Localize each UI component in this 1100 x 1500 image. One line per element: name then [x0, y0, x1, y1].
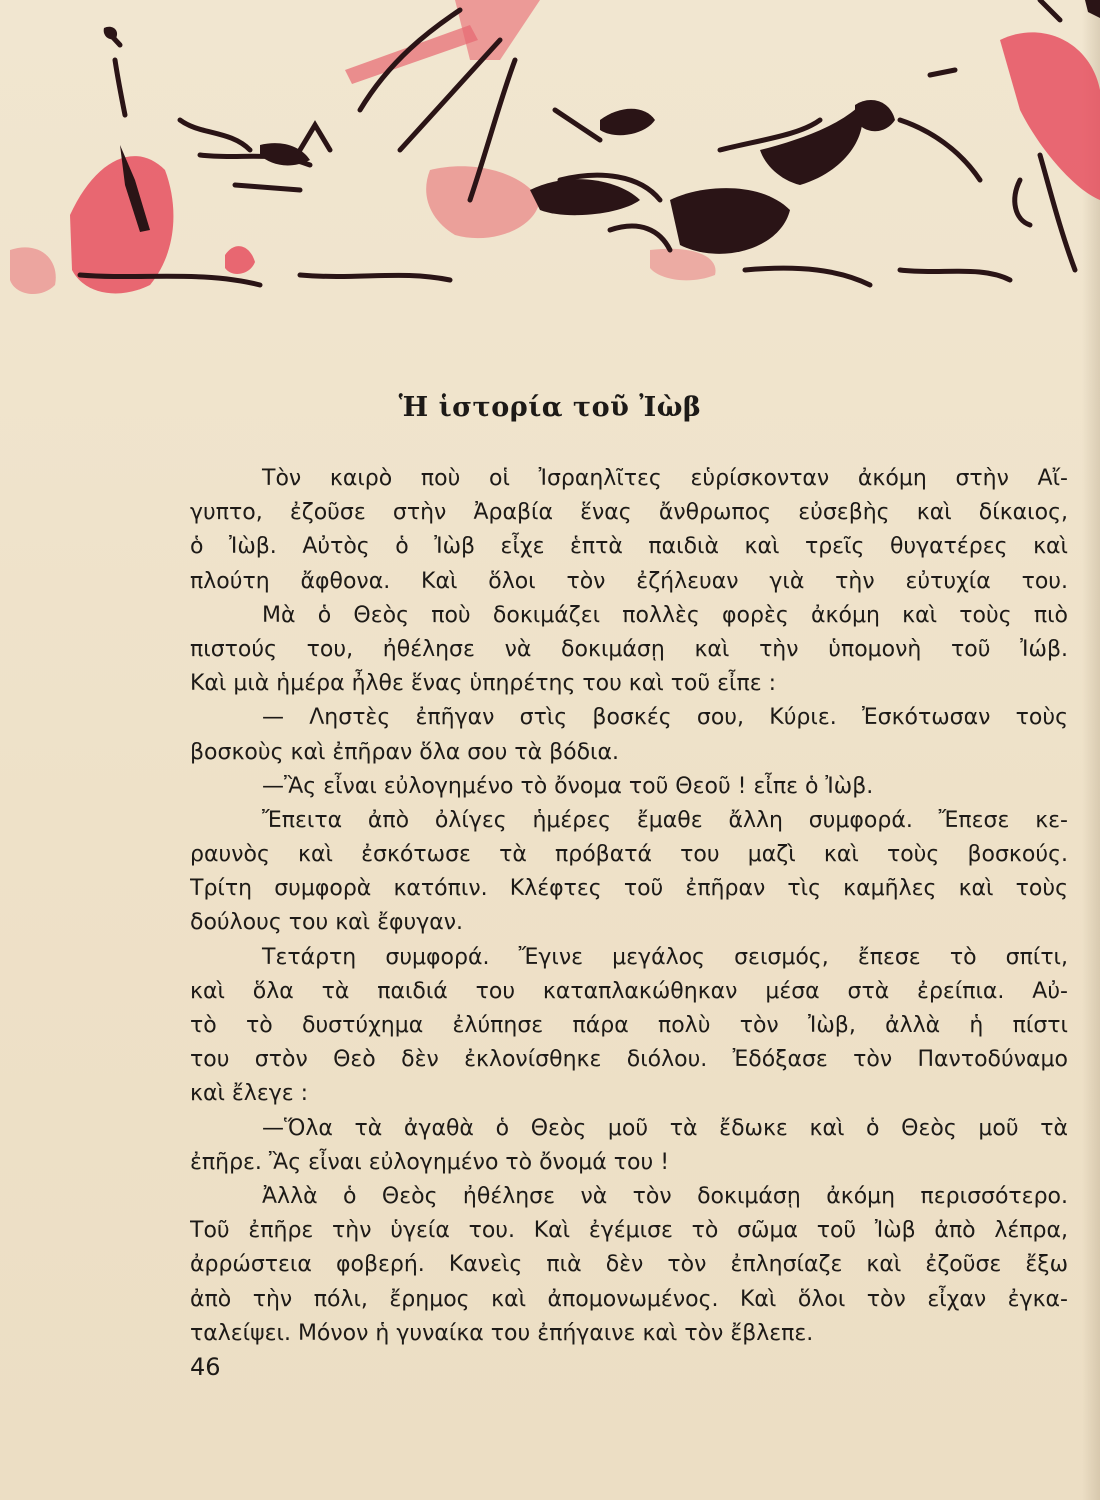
text-line: ἐπῆρε. Ἂς εἶναι εὐλογημένο τὸ ὄνομά του !: [190, 1149, 670, 1175]
text-line: —Ἂς εἶναι εὐλογημένο τὸ ὄνομα τοῦ Θεοῦ ! εἶπε ὁ Ἰὼβ.: [262, 773, 874, 799]
text-line: Καὶ μιὰ ἡμέρα ἦλθε ἕνας ὑπηρέτης του καὶ τοῦ εἶπε :: [190, 671, 776, 697]
text-line: Τετάρτη συμφορά. Ἔγινε μεγάλος σεισμός, ἔπεσε τὸ σπίτι,: [262, 944, 1068, 970]
text-line: ραυνὸς καὶ ἐσκότωσε τὰ πρόβατά του μαζὶ καὶ τοὺς βοσκούς.: [190, 842, 1068, 868]
text-line: ἀπὸ τὴν πόλι, ἔρημος καὶ ἀπομονωμένος. Καὶ ὅλοι τὸν εἶχαν ἐγκα-: [190, 1286, 1068, 1312]
text-line: δούλους του καὶ ἔφυγαν.: [190, 910, 464, 936]
text-line: ὁ Ἰὼβ. Αὐτὸς ὁ Ἰὼβ εἶχε ἑπτὰ παιδιὰ καὶ τρεῖς θυγατέρες καὶ: [190, 534, 1068, 560]
text-line: Ἀλλὰ ὁ Θεὸς ἠθέλησε νὰ τὸν δοκιμάσῃ ἀκόμη περισσότερο.: [262, 1183, 1068, 1209]
text-line: Τοῦ ἐπῆρε τὴν ὑγεία του. Καὶ ἐγέμισε τὸ σῶμα τοῦ Ἰὼβ ἀπὸ λέπρα,: [190, 1218, 1068, 1244]
text-line: τὸ τὸ δυστύχημα ἐλύπησε πάρα πολὺ τὸν Ἰὼβ, ἀλλὰ ἡ πίστι: [190, 1013, 1068, 1038]
text-line: Ἔπειτα ἀπὸ ὀλίγες ἡμέρες ἔμαθε ἄλλη συμφορά. Ἔπεσε κε-: [262, 807, 1068, 833]
text-line: γυπτο, ἐζοῦσε στὴν Ἀραβία ἕνας ἄνθρωπος εὐσεβὴς καὶ δίκαιος,: [190, 500, 1068, 526]
illustration-red-wash: [10, 0, 1100, 294]
story-body: [190, 462, 1068, 1351]
text-line: καὶ ὅλα τὰ παιδιά του καταπλακώθηκαν μέσα στὰ ἐρείπια. Αὐ-: [190, 978, 1068, 1004]
text-line: Τὸν καιρὸ ποὺ οἱ Ἰσραηλῖτες εὑρίσκονταν ἀκόμη στὴν Αἴ-: [262, 466, 1068, 491]
text-line: — Ληστὲς ἐπῆγαν στὶς βοσκές σου, Κύριε. Ἐσκότωσαν τοὺς: [262, 705, 1068, 731]
text-line: Τρίτη συμφορὰ κατόπιν. Κλέφτες τοῦ ἐπῆραν τὶς καμῆλες καὶ τοὺς: [190, 876, 1068, 902]
illustration-ink-fill: [104, 0, 1100, 254]
page-number: 46: [190, 1353, 221, 1381]
text-line: βοσκοὺς καὶ ἐπῆραν ὅλα σου τὰ βόδια.: [190, 739, 619, 765]
text-line: Μὰ ὁ Θεὸς ποὺ δοκιμάζει πολλὲς φορὲς ἀκόμη καὶ τοὺς πιὸ: [262, 602, 1068, 628]
header-illustration: [0, 0, 1100, 330]
text-line: πιστούς του, ἠθέλησε νὰ δοκιμάσῃ καὶ τὴν ὑπομονὴ τοῦ Ἰώβ.: [190, 636, 1068, 662]
text-line: καὶ ἔλεγε :: [190, 1081, 309, 1107]
text-line: ἀρρώστεια φοβερή. Κανεὶς πιὰ δὲν τὸν ἐπλησίαζε καὶ ἐζοῦσε ἔξω: [190, 1252, 1068, 1278]
text-line: του στὸν Θεὸ δὲν ἐκλονίσθηκε διόλου. Ἐδόξασε τὸν Παντοδύναμο: [190, 1047, 1068, 1073]
story-title: Ἡ ἱστορία τοῦ Ἰὼβ: [398, 392, 702, 423]
text-line: —Ὅλα τὰ ἀγαθὰ ὁ Θεὸς μοῦ τὰ ἔδωκε καὶ ὁ Θεὸς μοῦ τὰ: [262, 1115, 1068, 1141]
illustration-ink: [80, 0, 1075, 285]
text-line: ταλείψει. Μόνον ἡ γυναίκα του ἐπήγαινε καὶ τὸν ἔβλεπε.: [190, 1320, 814, 1346]
text-line: πλούτη ἄφθονα. Καὶ ὅλοι τὸν ἐζήλευαν γιὰ τὴν εὐτυχία του.: [190, 568, 1068, 594]
